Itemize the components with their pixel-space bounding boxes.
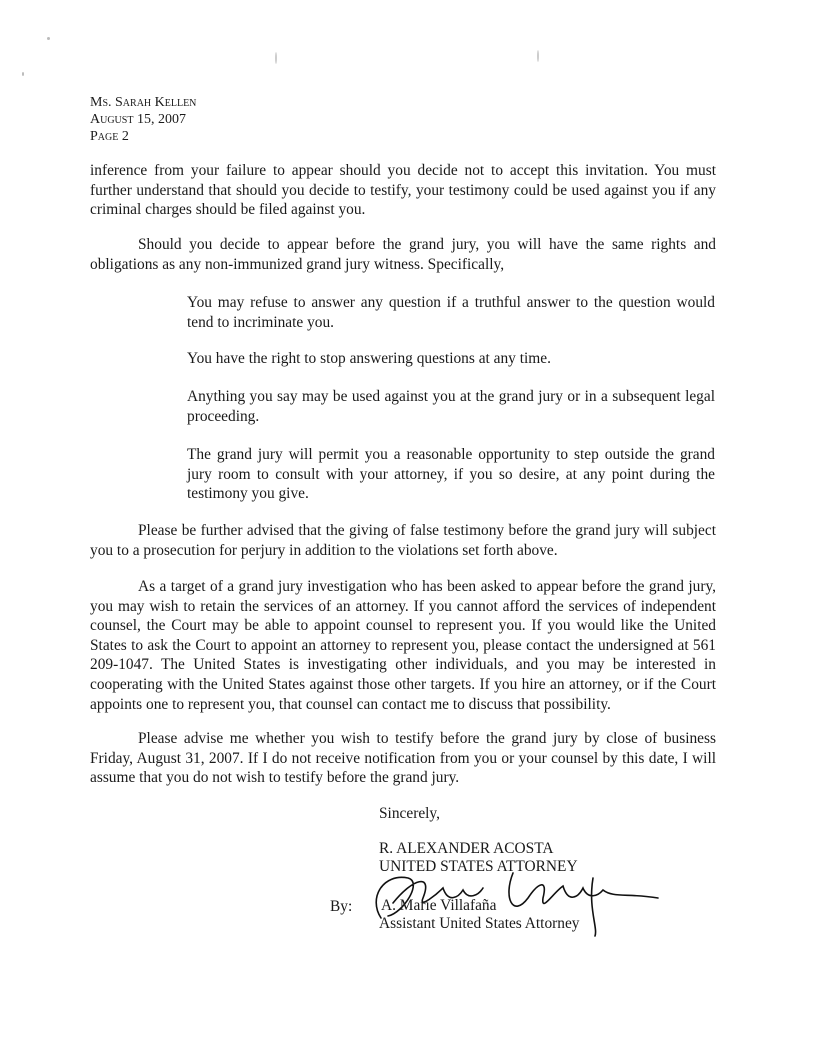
closing-name: R. ALEXANDER ACOSTA (379, 840, 554, 857)
closing-office: UNITED STATES ATTORNEY (379, 858, 578, 875)
paragraph-attorney: As a target of a grand jury investigation who has been asked to appear before the grand jury, you may wish to retain the services of an attorney. If you cannot afford the services of independent counsel, the Court may be able to appoint counsel to represent you. If you would like the United States to ask the Court to appoint an attorney to represent you, please contact the undersigned at 561 209-1047. The United States is investigating other individuals, and you may be interested in cooperating with the United States against those other targets. If you hire an attorney, or if the Court appoints one to represent you, that counsel can contact me to discuss that possibility. (90, 578, 716, 713)
letter-header (90, 94, 196, 145)
paragraph-deadline: Please advise me whether you wish to testify before the grand jury by close of business Friday, August 31, 2007. If I do not receive notification from you or your counsel by this date, I will assume that you do not wish to testify before the grand jury. (90, 730, 716, 787)
scan-speck (47, 37, 50, 40)
paragraph-continued: inference from your failure to appear should you decide not to accept this invitation. You must further understand that should you decide to testify, your testimony could be used against you if any criminal charges should be filed against you. (90, 162, 716, 219)
right-item-stop: You have the right to stop answering questions at any time. (187, 350, 551, 367)
scan-speck (537, 50, 539, 62)
letter-date: August 15, 2007 (90, 112, 186, 127)
right-item-refuse: You may refuse to answer any question if a truthful answer to the question would tend to incriminate you. (187, 294, 715, 331)
signer-name: A. Marie Villafaña (381, 897, 497, 914)
rights-list (187, 293, 715, 332)
paragraph-rights-intro: Should you decide to appear before the grand jury, you will have the same rights and obligations as any non-immunized grand jury witness. Specifically, (90, 236, 716, 273)
recipient-name: Ms. Sarah Kellen (90, 95, 197, 110)
signer-title: Assistant United States Attorney (379, 915, 580, 932)
rights-list-2 (187, 349, 715, 369)
right-item-used-against: Anything you say may be used against you at the grand jury or in a subsequent legal proceeding. (187, 388, 715, 425)
page-number: Page 2 (90, 129, 129, 144)
rights-list-3 (187, 387, 715, 426)
closing-salutation: Sincerely, (379, 805, 440, 822)
rights-list-4 (187, 445, 715, 504)
paragraph-perjury: Please be further advised that the giving of false testimony before the grand jury will subject you to a prosecution for perjury in addition to the violations set forth above. (90, 522, 716, 559)
right-item-consult-attorney: The grand jury will permit you a reasonable opportunity to step outside the grand jury room to consult with your attorney, if you so desire, at any point during the testimony you give. (187, 446, 715, 503)
scan-speck (275, 52, 277, 64)
by-label: By: (330, 898, 353, 915)
scan-speck (22, 72, 24, 76)
